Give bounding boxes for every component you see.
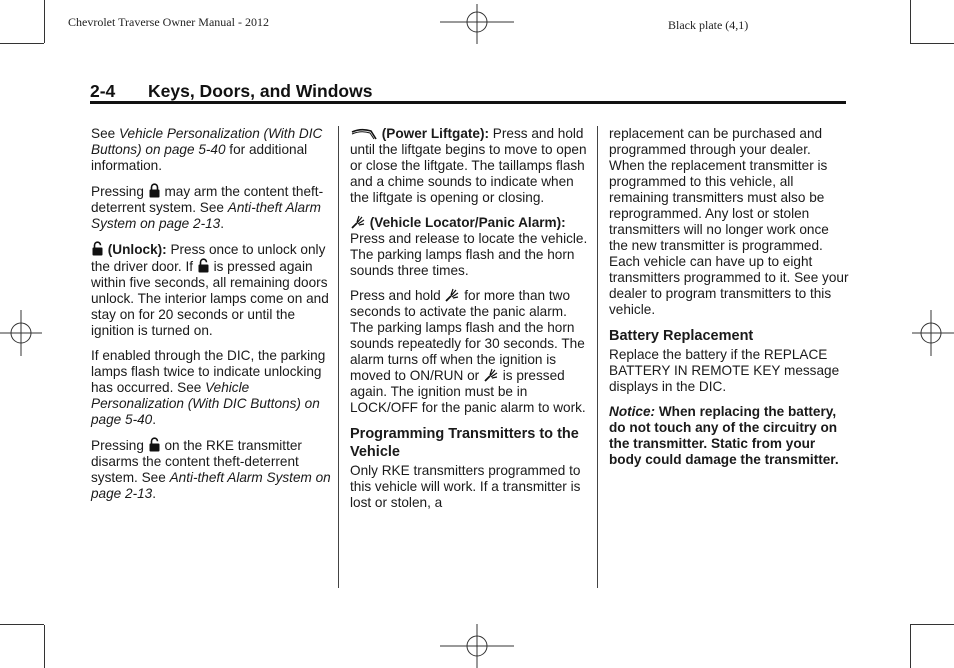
paragraph: (Power Liftgate): Press and hold until the liftgate begins to move to open or close the liftgate. The taillamps flash and a chime sounds to indicate when the liftgate is opening or closing.: [350, 126, 587, 205]
crop-mark: [910, 0, 911, 43]
paragraph: (Vehicle Locator/Panic Alarm): Press and release to locate the vehicle. The parking lamps flash and the horn sounds three times.: [350, 215, 588, 278]
button-label: (Power Liftgate):: [381, 126, 490, 141]
section-heading: Battery Replacement: [609, 328, 754, 344]
registration-mark-right: [912, 310, 954, 356]
liftgate-icon: [351, 128, 377, 140]
registration-mark-bottom: [440, 624, 514, 668]
column-2: [350, 126, 590, 520]
heading-rule: [90, 101, 846, 104]
notice-paragraph: [609, 404, 849, 468]
paragraph: See Vehicle Personalization (With DIC Buttons) on page 5-40 for additional information.: [91, 126, 323, 173]
paragraph: Replace the battery if the REPLACE BATTERY IN REMOTE KEY message displays in the DIC.: [609, 347, 840, 394]
column-3: [609, 126, 849, 477]
unlock-icon: [149, 437, 160, 452]
chapter-title: Keys, Doors, and Windows: [148, 81, 373, 101]
button-label: (Unlock):: [107, 242, 167, 257]
crop-mark: [910, 624, 954, 625]
chapter-number: 2-4: [90, 81, 116, 101]
cross-reference: Anti-theft Alarm System on page 2-13: [91, 200, 321, 231]
manual-title: Chevrolet Traverse Owner Manual - 2012: [68, 15, 269, 29]
notice-text: When replacing the battery, do not touch any of the circuitry on the transmitter. Static from your body could damage the transmitter.: [609, 404, 839, 467]
paragraph: Only RKE transmitters programmed to this vehicle will work. If a transmitter is lost or stolen, a: [350, 463, 581, 510]
registration-mark-left: [0, 310, 42, 356]
lock-icon: [149, 183, 160, 198]
notice-label: Notice:: [609, 404, 656, 419]
cross-reference: Anti-theft Alarm System on page 2-13: [91, 470, 331, 501]
crop-mark: [0, 43, 44, 44]
panic-horn-icon: [445, 288, 459, 302]
cross-reference: Vehicle Personalization (With DIC Buttons) on page 5-40: [91, 380, 320, 427]
crop-mark: [910, 43, 954, 44]
panic-horn-icon: [484, 368, 498, 382]
paragraph: replacement can be purchased and programmed through your dealer. When the replacement transmitter is programmed to this vehicle, all remaining transmitters must also be reprogrammed. Any lost or stolen transmitters will no longer work once the new transmitter is programmed. Each vehicle can have up to eight transmitters programmed to it. See your dealer to program transmitters to this vehicle.: [609, 126, 849, 317]
cross-reference: Vehicle Personalization (With DIC Buttons) on page 5-40: [91, 126, 323, 157]
column-separator: [597, 126, 598, 588]
paragraph: If enabled through the DIC, the parking lamps flash twice to indicate unlocking has occurred. See Vehicle Personalization (With DIC Buttons) on page 5-40.: [91, 348, 326, 427]
paragraph: (Unlock): Press once to unlock only the driver door. If is pressed again within five seconds, all remaining doors unlock. The interior lamps come on and stay on for 20 seconds or until the ignition is turned on.: [91, 242, 329, 338]
paragraph: Pressing on the RKE transmitter disarms the content theft-deterrent system. See Anti-theft Alarm System on page 2-13.: [91, 438, 331, 501]
chapter-heading: [90, 81, 846, 101]
panic-horn-icon: [351, 215, 365, 229]
button-label: (Vehicle Locator/Panic Alarm):: [369, 215, 566, 230]
unlock-icon: [92, 241, 103, 256]
registration-mark-top: [440, 4, 514, 44]
paragraph: Press and hold for more than two seconds to activate the panic alarm. The parking lamps flash and the horn sounds repeatedly for 30 seconds. The alarm turns off when the ignition is moved to ON/RUN or is pressed again. The ignition must be in LOCK/OFF for the panic alarm to work.: [350, 288, 586, 415]
crop-mark: [44, 625, 45, 668]
unlock-icon: [198, 258, 209, 273]
paragraph: Pressing may arm the content theft-deterrent system. See Anti-theft Alarm System on page 2-13.: [91, 184, 324, 231]
section-heading: Programming Transmitters to the Vehicle: [350, 426, 579, 460]
column-separator: [338, 126, 339, 588]
crop-mark: [44, 0, 45, 43]
column-1: [91, 126, 331, 511]
plate-label: Black plate (4,1): [668, 18, 749, 32]
crop-mark: [0, 624, 44, 625]
crop-mark: [910, 625, 911, 668]
